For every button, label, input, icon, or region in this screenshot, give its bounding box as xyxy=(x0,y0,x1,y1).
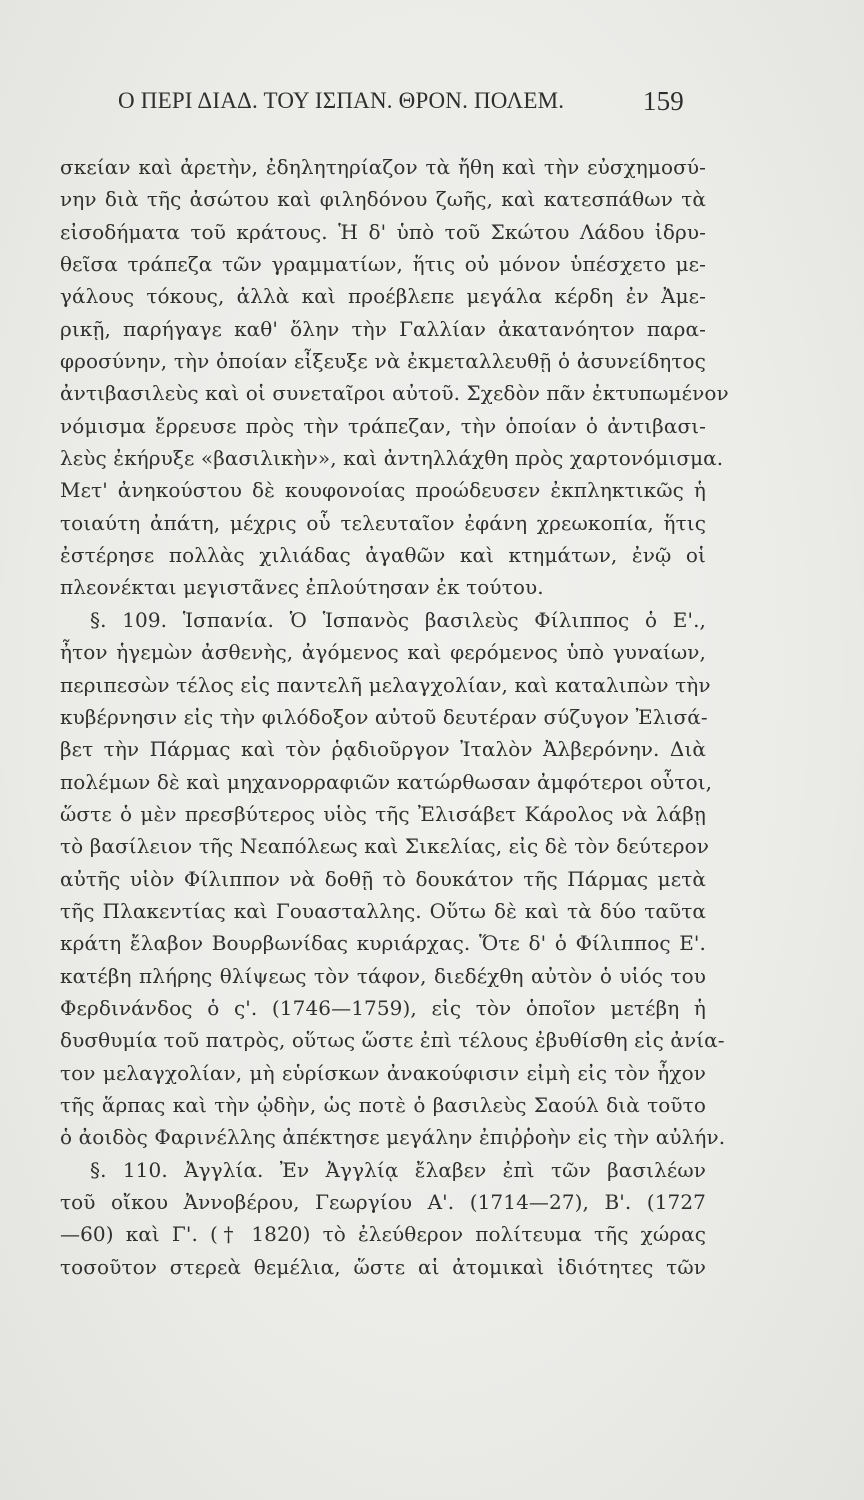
running-head xyxy=(118,88,684,122)
text-line: τοῦ οἴκου Ἀννοβέρου, Γεωργίου Α'. (1714—27), Β'. (1727 xyxy=(60,1190,706,1214)
text-line: κυβέρνησιν εἰς τὴν φιλόδοξον αὐτοῦ δευτέραν σύζυγον Ἐλισά- xyxy=(60,704,708,729)
text-line: Φερδινάνδος ὁ ς'. (1746—1759), εἰς τὸν ὁποῖον μετέβη ἡ xyxy=(60,995,706,1020)
section-heading-line: §. 109. Ἱσπανία. Ὁ Ἱσπανὸς βασιλεὺς Φίλιππος ὁ Ε'., xyxy=(90,607,706,632)
text-line: Μετ' ἀνηκούστου δὲ κουφονοίας προώδευσεν ἐκπληκτικῶς ἡ xyxy=(60,478,706,503)
text-line: νόμισμα ἔρρευσε πρὸς τὴν τράπεζαν, τὴν ὁποίαν ὁ ἀντιβασι- xyxy=(60,413,706,438)
text-line: γάλους τόκους, ἀλλὰ καὶ προέβλεπε μεγάλα κέρδη ἐν Ἀμε- xyxy=(60,284,706,309)
section-heading-line: §. 110. Ἀγγλία. Ἐν Ἀγγλίᾳ ἔλαβεν ἐπὶ τῶν βασιλέων xyxy=(90,1157,706,1182)
text-line: φροσύνην, τὴν ὁποίαν εἶξευξε νὰ ἐκμεταλλευθῇ ὁ ἀσυνείδητος xyxy=(60,349,706,374)
text-line: νην διὰ τῆς ἀσώτου καὶ φιληδόνου ζωῆς, καὶ κατεσπάθων τὰ xyxy=(60,187,706,212)
text-line: ρικῇ, παρήγαγε καθ' ὅλην τὴν Γαλλίαν ἀκατανόητον παρα- xyxy=(60,316,706,341)
text-line: βετ τὴν Πάρμας καὶ τὸν ῥᾳδιοῦργον Ἰταλὸν Ἀλβερόνην. Διὰ xyxy=(60,737,706,762)
text-line: ἀντιβασιλεὺς καὶ οἱ συνεταῖροι αὐτοῦ. Σχεδὸν πᾶν ἐκτυπωμένον xyxy=(60,381,729,406)
text-line: λεὺς ἐκήρυξε «βασιλικὴν», καὶ ἀντηλλάχθη πρὸς χαρτονόμισμα. xyxy=(60,446,724,471)
text-line: δυσθυμία τοῦ πατρὸς, οὕτως ὥστε ἐπὶ τέλους ἐβυθίσθη εἰς ἀνία- xyxy=(60,1028,725,1053)
page-number: 159 xyxy=(642,86,684,116)
text-line: —60) καὶ Γ'. († 1820) τὸ ἐλεύθερον πολίτευμα τῆς χώρας xyxy=(60,1222,706,1247)
text-line: εἰσοδήματα τοῦ κράτους. Ἡ δ' ὑπὸ τοῦ Σκώτου Λάδου ἱδρυ- xyxy=(60,219,706,244)
text-line: σκείαν καὶ ἀρετὴν, ἐδηλητηρίαζον τὰ ἤθη καὶ τὴν εὐσχημοσύ- xyxy=(60,155,706,179)
text-line: πλεονέκται μεγιστᾶνες ἐπλούτησαν ἐκ τούτου. xyxy=(60,575,544,600)
text-line: τον μελαγχολίαν, μὴ εὑρίσκων ἀνακούφισιν εἰμὴ εἰς τὸν ἦχον xyxy=(60,1060,706,1085)
text-line: πολέμων δὲ καὶ μηχανορραφιῶν κατώρθωσαν ἀμφότεροι οὗτοι, xyxy=(60,769,713,794)
text-line: τὸ βασίλειον τῆς Νεαπόλεως καὶ Σικελίας, εἰς δὲ τὸν δεύτερον xyxy=(60,834,709,859)
text-line: τοσοῦτον στερεὰ θεμέλια, ὥστε αἱ ἀτομικαὶ ἰδιότητες τῶν xyxy=(60,1254,706,1279)
text-line: ἐστέρησε πολλὰς χιλιάδας ἀγαθῶν καὶ κτημάτων, ἐνῷ οἱ xyxy=(60,543,706,568)
text-line: ὁ ἀοιδὸς Φαρινέλλης ἀπέκτησε μεγάλην ἐπιῤῥοὴν εἰς τὴν αὐλήν. xyxy=(60,1125,726,1150)
text-line: κράτη ἔλαβον Βουρβωνίδας κυριάρχας. Ὅτε δ' ὁ Φίλιππος Ε'. xyxy=(60,931,706,956)
body-text xyxy=(60,151,729,1283)
text-line: τοιαύτη ἀπάτη, μέχρις οὗ τελευταῖον ἐφάνη χρεωκοπία, ἥτις xyxy=(60,510,706,535)
text-line: θεῖσα τράπεζα τῶν γραμματίων, ἥτις οὐ μόνον ὑπέσχετο με- xyxy=(60,252,706,277)
text-line: περιπεσὼν τέλος εἰς παντελῆ μελαγχολίαν, καὶ καταλιπὼν τὴν xyxy=(60,672,711,697)
text-line: ἦτον ἡγεμὼν ἀσθενὴς, ἀγόμενος καὶ φερόμενος ὑπὸ γυναίων, xyxy=(60,640,706,665)
text-line: κατέβη πλήρης θλίψεως τὸν τάφον, διεδέχθη αὐτὸν ὁ υἱός του xyxy=(60,963,706,988)
text-line: τῆς ἅρπας καὶ τὴν ᾠδὴν, ὡς ποτὲ ὁ βασιλεὺς Σαούλ διὰ τοῦτο xyxy=(60,1092,706,1117)
running-head-title: Ο ΠΕΡΙ ΔΙΑΔ. ΤΟΥ ΙΣΠΑΝ. ΘΡΟΝ. ΠΟΛΕΜ. xyxy=(118,88,565,113)
text-line: τῆς Πλακεντίας καὶ Γουασταλλης. Οὕτω δὲ καὶ τὰ δύο ταῦτα xyxy=(60,898,706,923)
text-line: αὐτῆς υἱὸν Φίλιππον νὰ δοθῇ τὸ δουκάτον τῆς Πάρμας μετὰ xyxy=(60,866,706,891)
text-line: ὥστε ὁ μὲν πρεσβύτερος υἱὸς τῆς Ἐλισάβετ Κάρολος νὰ λάβῃ xyxy=(60,801,706,826)
